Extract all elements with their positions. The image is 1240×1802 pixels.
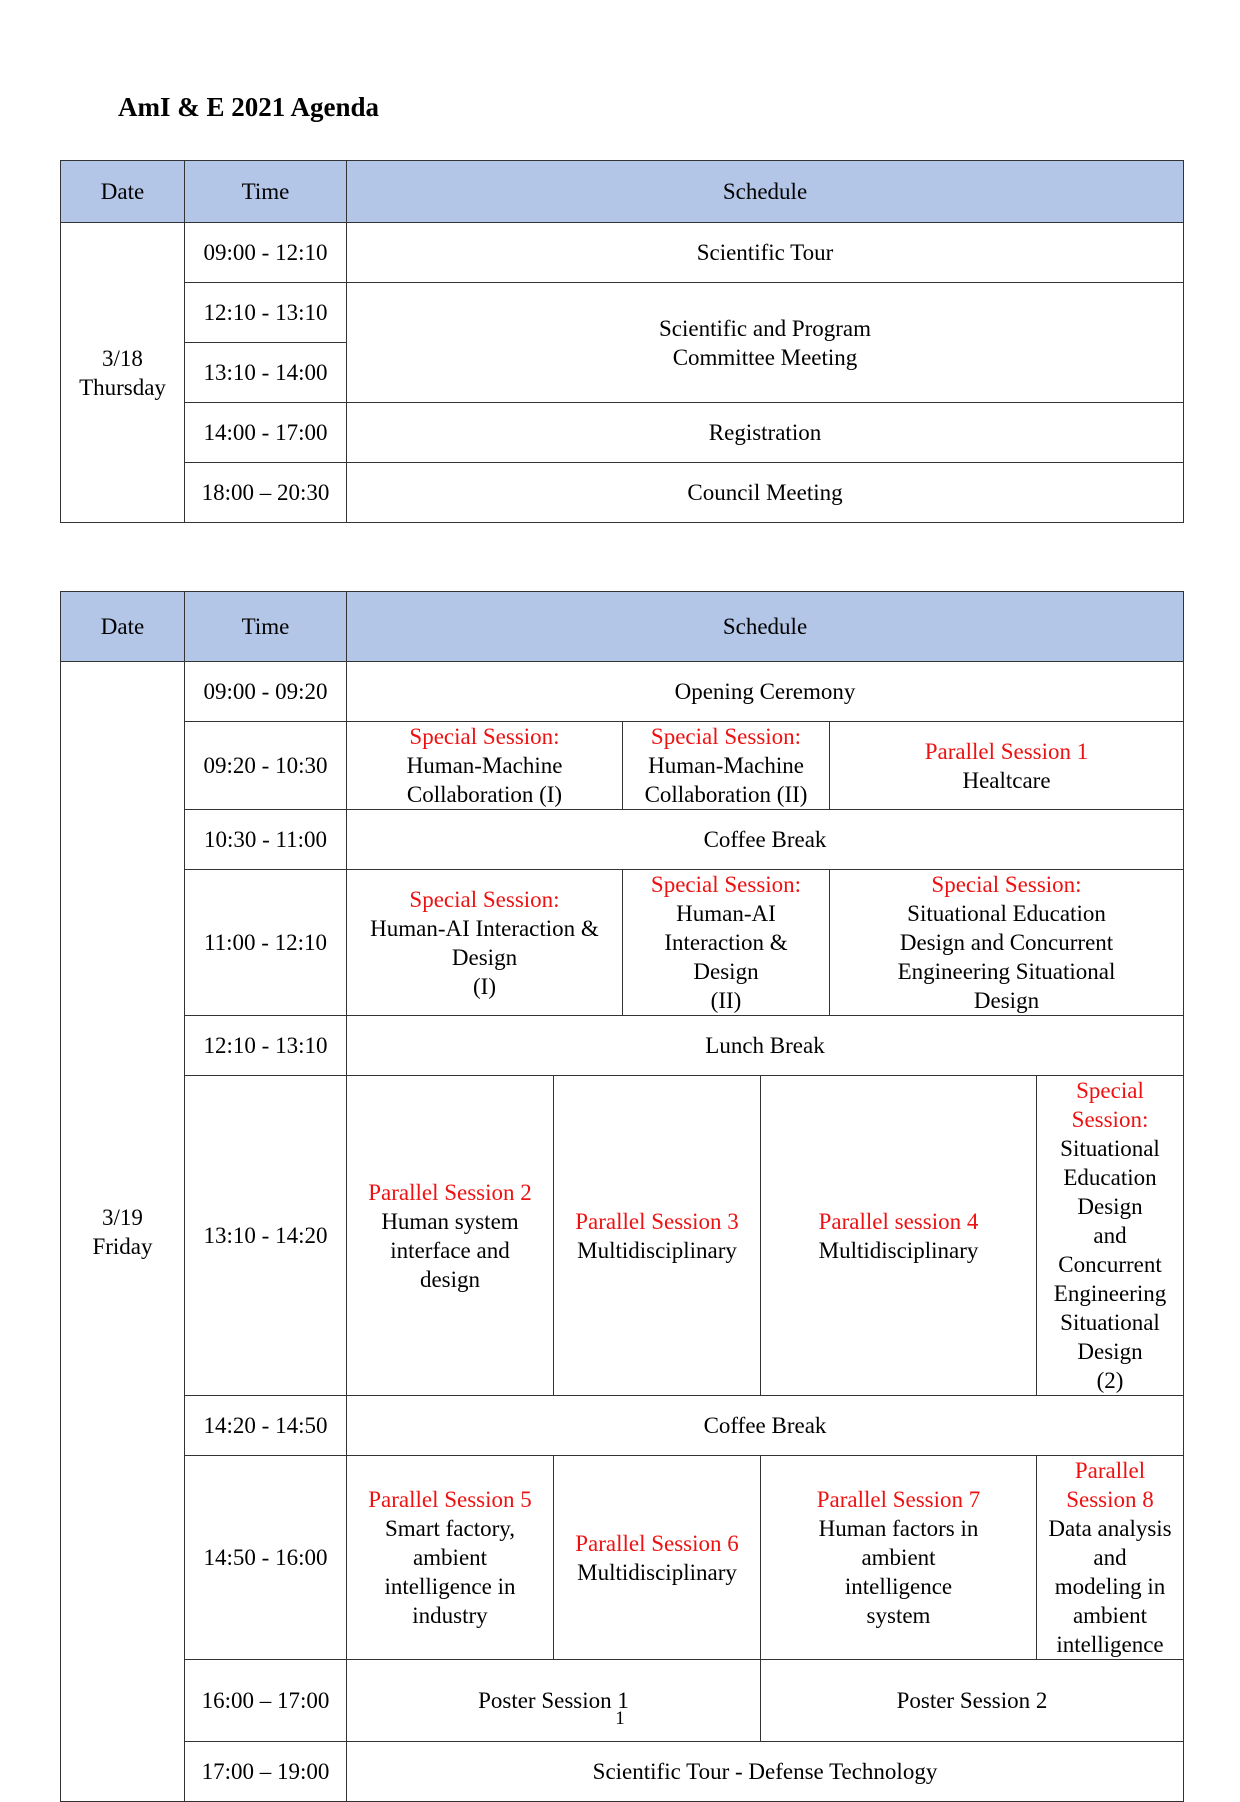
session-label: Parallel Session 1	[924, 738, 1089, 764]
date-cell	[61, 662, 185, 1802]
session-line: ambient	[412, 1545, 488, 1570]
session-line: Data analysis and	[1048, 1516, 1172, 1570]
event-line: Committee Meeting	[672, 344, 858, 370]
session-line: intelligence	[1056, 1632, 1164, 1657]
session-line: Healtcare	[962, 767, 1051, 793]
session-line: Design and Concurrent	[899, 930, 1114, 955]
session-line: Multidisciplinary	[577, 1559, 737, 1585]
time-cell: 17:00 – 19:00	[185, 1742, 347, 1802]
session-line: interface and	[390, 1237, 510, 1263]
session-cell	[554, 1456, 761, 1660]
event-cell: Coffee Break	[347, 810, 1184, 870]
session-line: Smart factory,	[384, 1516, 516, 1541]
event-cell: Scientific Tour	[347, 223, 1184, 283]
session-label: Special Session:	[409, 724, 560, 749]
session-line: design	[419, 1266, 481, 1292]
poster-cell: Poster Session 2	[761, 1660, 1184, 1742]
session-cell	[761, 1076, 1037, 1396]
session-label: Parallel Session 5	[368, 1487, 532, 1512]
session-label: Parallel Session 6	[575, 1530, 739, 1556]
session-cell	[623, 870, 830, 1016]
session-line: intelligence in	[384, 1574, 516, 1599]
table-row	[61, 1076, 1184, 1396]
session-line: ambient	[1072, 1603, 1148, 1628]
session-line: modeling in	[1054, 1574, 1166, 1599]
header-schedule: Schedule	[347, 592, 1184, 662]
time-cell: 14:50 - 16:00	[185, 1456, 347, 1660]
date-cell	[61, 223, 185, 523]
session-cell	[347, 1456, 554, 1660]
session-cell	[623, 722, 830, 810]
header-date: Date	[61, 161, 185, 223]
event-cell: Scientific Tour - Defense Technology	[347, 1742, 1184, 1802]
session-line: Human-Machine	[406, 753, 563, 778]
session-cell	[554, 1076, 761, 1396]
event-cell: Coffee Break	[347, 1396, 1184, 1456]
session-label: Special Session:	[409, 886, 560, 912]
agenda-table-thursday	[60, 160, 1184, 523]
session-label: Parallel Session 3	[575, 1208, 739, 1234]
agenda-table-friday	[60, 591, 1184, 1802]
header-schedule: Schedule	[347, 161, 1184, 223]
session-line: Human factors in	[818, 1516, 979, 1541]
session-label: Parallel Session 7	[816, 1487, 981, 1512]
session-line: Multidisciplinary	[818, 1237, 979, 1263]
table-row	[61, 403, 1184, 463]
session-cell	[347, 870, 623, 1016]
event-cell: Lunch Break	[347, 1016, 1184, 1076]
time-cell: 12:10 - 13:10	[185, 1016, 347, 1076]
session-line: industry	[412, 1603, 488, 1628]
session-line: Situational	[1060, 1136, 1160, 1161]
session-line: Situational Education	[907, 901, 1106, 926]
session-line: Human-Machine	[648, 753, 804, 778]
session-line: system	[866, 1603, 931, 1628]
session-line: Engineering Situational	[897, 959, 1116, 984]
event-cell: Registration	[347, 403, 1184, 463]
time-cell: 09:00 - 09:20	[185, 662, 347, 722]
table-row	[61, 1742, 1184, 1802]
header-date: Date	[61, 592, 185, 662]
session-label: Parallel session 4	[818, 1208, 979, 1234]
session-cell	[1037, 1076, 1184, 1396]
session-line: (II)	[710, 988, 742, 1013]
session-label: Special Session:	[650, 872, 802, 897]
table-row	[61, 283, 1184, 343]
table-row	[61, 223, 1184, 283]
event-cell: Opening Ceremony	[347, 662, 1184, 722]
session-cell	[1037, 1456, 1184, 1660]
time-cell: 14:00 - 17:00	[185, 403, 347, 463]
session-line: Design	[451, 944, 518, 970]
session-label: Parallel Session 2	[368, 1179, 532, 1205]
table-header-row	[61, 161, 1184, 223]
session-line: (2)	[1096, 1368, 1124, 1393]
page-number: 1	[615, 1708, 625, 1729]
session-cell	[347, 1076, 554, 1396]
time-cell: 12:10 - 13:10	[185, 283, 347, 343]
time-cell: 09:20 - 10:30	[185, 722, 347, 810]
session-label: Special Session:	[931, 872, 1082, 897]
weekday-value: Thursday	[79, 374, 166, 400]
date-value: 3/18	[102, 345, 143, 371]
session-line: intelligence	[844, 1574, 953, 1599]
table-row	[61, 463, 1184, 523]
session-cell	[347, 722, 623, 810]
weekday-value: Friday	[92, 1233, 153, 1259]
session-line: Situational Design	[1060, 1310, 1160, 1364]
table-row	[61, 1456, 1184, 1660]
session-line: Collaboration (II)	[644, 782, 808, 807]
session-line: and Concurrent	[1058, 1223, 1162, 1277]
time-cell: 16:00 – 17:00	[185, 1660, 347, 1742]
table-row	[61, 1396, 1184, 1456]
session-cell	[761, 1456, 1037, 1660]
event-line: Scientific and Program	[658, 315, 872, 341]
table-row	[61, 722, 1184, 810]
table-row	[61, 662, 1184, 722]
time-cell: 09:00 - 12:10	[185, 223, 347, 283]
table-row	[61, 810, 1184, 870]
session-line: Human system	[381, 1208, 519, 1234]
table-row	[61, 870, 1184, 1016]
session-line: Human-AI Interaction &	[370, 915, 599, 941]
session-line: Engineering	[1053, 1281, 1167, 1306]
session-line: (I)	[473, 973, 496, 999]
session-label: Special Session:	[650, 724, 802, 749]
session-line: Education Design	[1063, 1165, 1157, 1219]
header-time: Time	[185, 161, 347, 223]
time-cell: 13:10 - 14:00	[185, 343, 347, 403]
session-line: Human-AI Interaction &	[664, 901, 788, 955]
session-line: Multidisciplinary	[577, 1237, 737, 1263]
header-time: Time	[185, 592, 347, 662]
session-line: ambient	[861, 1545, 936, 1570]
time-cell: 18:00 – 20:30	[185, 463, 347, 523]
table-header-row	[61, 592, 1184, 662]
session-line: Design	[693, 959, 759, 984]
event-cell: Council Meeting	[347, 463, 1184, 523]
time-cell: 11:00 - 12:10	[185, 870, 347, 1016]
session-label: Special Session:	[1071, 1078, 1149, 1132]
table-row	[61, 1016, 1184, 1076]
time-cell: 14:20 - 14:50	[185, 1396, 347, 1456]
session-cell	[830, 722, 1184, 810]
page-title: AmI & E 2021 Agenda	[118, 92, 380, 122]
poster-cell: Poster Session 1	[347, 1660, 761, 1742]
session-label: Parallel Session 8	[1066, 1458, 1154, 1512]
session-line: Design	[973, 988, 1040, 1013]
session-cell	[830, 870, 1184, 1016]
event-cell	[347, 283, 1184, 403]
session-line: Collaboration (I)	[406, 782, 563, 807]
date-value: 3/19	[102, 1204, 143, 1230]
time-cell: 13:10 - 14:20	[185, 1076, 347, 1396]
time-cell: 10:30 - 11:00	[185, 810, 347, 870]
